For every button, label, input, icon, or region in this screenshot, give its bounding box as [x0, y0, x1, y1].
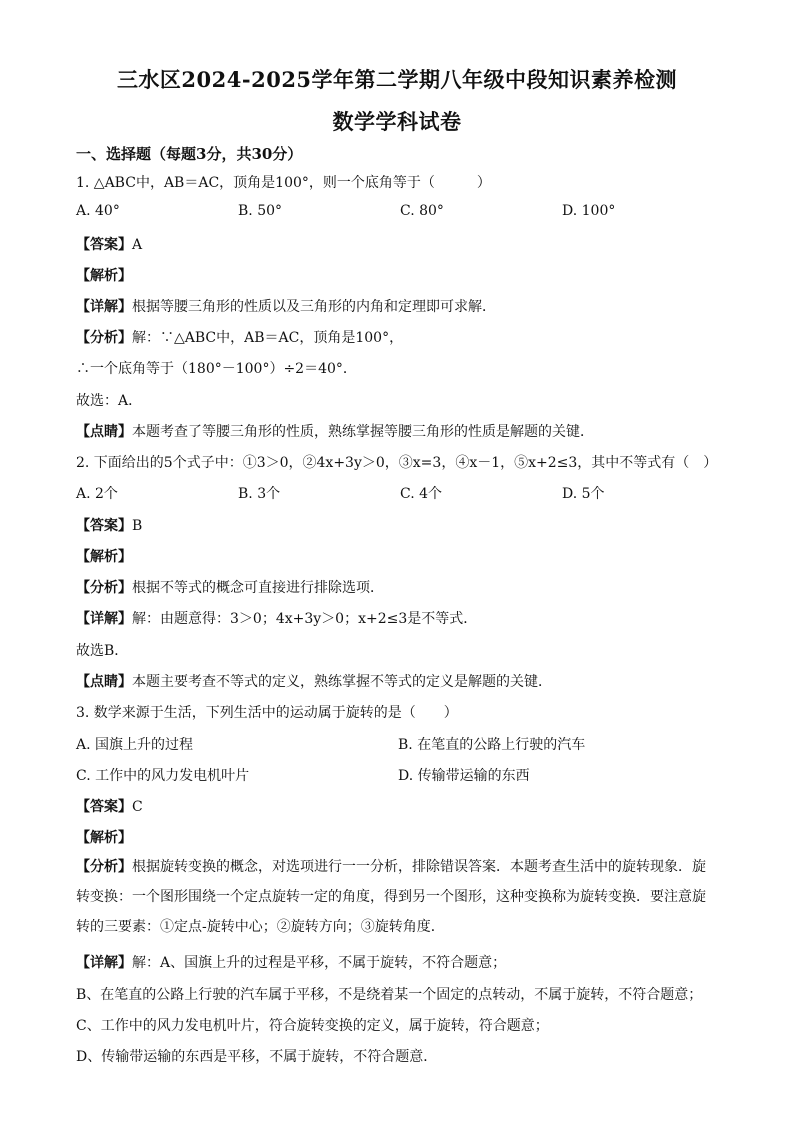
q1-step: ∴一个底角等于（180°－100°）÷2＝40°．	[76, 361, 357, 377]
q1-option-b: B. 50°	[238, 203, 283, 219]
q3-answer: 【答案】C	[76, 799, 143, 815]
answer-value: A	[132, 237, 143, 253]
q3-option-d: D. 传输带运输的东西	[398, 768, 530, 784]
q3-option-c: C. 工作中的风力发电机叶片	[76, 768, 250, 784]
q1-analysis-tag: 【解析】	[76, 268, 132, 284]
q2-answer: 【答案】B	[76, 518, 143, 534]
q1-option-c: C. 80°	[400, 203, 444, 219]
q3-detail: 【详解】解：A、国旗上升的过程是平移，不属于旋转，不符合题意；	[76, 955, 507, 971]
q1-dianjing: 【点睛】本题考查了等腰三角形的性质，熟练掌握等腰三角形的性质是解题的关键．	[76, 424, 594, 440]
exam-subtitle: 数学学科试卷	[332, 109, 462, 134]
q3-option-b: B. 在笔直的公路上行驶的汽车	[398, 737, 586, 753]
q1-fenxi: 【分析】解：∵△ABC中，AB＝AC，顶角是100°，	[76, 330, 404, 346]
q3-detail-d: D、传输带运输的东西是平移，不属于旋转，不符合题意．	[76, 1049, 438, 1065]
q2-option-c: C. 4个	[400, 486, 443, 502]
answer-tag: 【答案】	[76, 237, 132, 253]
q2-stem: 2. 下面给出的5个式子中：①3＞0，②4x+3y＞0，③x=3，④x－1，⑤x+2≤3，其中不等式有（ ）	[76, 455, 718, 471]
q3-detail-b: B、在笔直的公路上行驶的汽车属于平移，不是绕着某一个固定的点转动，不属于旋转，不符合题意；	[76, 987, 703, 1003]
q1-detail: 【详解】根据等腰三角形的性质以及三角形的内角和定理即可求解．	[76, 299, 496, 315]
q2-option-a: A. 2个	[76, 486, 118, 502]
exam-title: 三水区2024-2025学年第二学期八年级中段知识素养检测	[116, 67, 678, 92]
q3-stem: 3. 数学来源于生活，下列生活中的运动属于旋转的是（ ）	[76, 705, 458, 721]
q1-option-a: A. 40°	[76, 203, 120, 219]
q1-stem: 1. △ABC中，AB＝AC，顶角是100°，则一个底角等于（ ）	[76, 175, 491, 191]
q2-dianjing: 【点睛】本题主要考查不等式的定义，熟练掌握不等式的定义是解题的关键．	[76, 674, 552, 690]
q3-option-a: A. 国旗上升的过程	[76, 737, 194, 753]
q2-option-b: B. 3个	[238, 486, 281, 502]
q3-detail-c: C、工作中的风力发电机叶片，符合旋转变换的定义，属于旋转，符合题意；	[76, 1018, 549, 1034]
section-heading: 一、选择题（每题3分，共30分）	[76, 145, 303, 163]
q2-fenxi: 【分析】根据不等式的概念可直接进行排除选项．	[76, 580, 384, 596]
q1-answer	[76, 234, 142, 254]
q1-option-d: D. 100°	[562, 203, 616, 219]
q2-analysis-tag: 【解析】	[76, 549, 132, 565]
q2-option-d: D. 5个	[562, 486, 605, 502]
q3-fenxi: 【分析】根据旋转变换的概念，对选项进行一一分析，排除错误答案．本题考查生活中的旋转现象．旋转变换：一个图形围绕一个定点旋转一定的角度，得到另一个图形，这种变换称为旋转变换．要注意旋转的三要素：①定点-旋转中心；②旋转方向；③旋转角度．	[76, 859, 706, 935]
q3-analysis-tag: 【解析】	[76, 830, 132, 846]
q1-choice: 故选：A．	[76, 393, 143, 409]
q2-choice: 故选B．	[76, 643, 129, 659]
q2-detail: 【详解】解：由题意得：3＞0；4x+3y＞0；x+2≤3是不等式．	[76, 611, 478, 627]
